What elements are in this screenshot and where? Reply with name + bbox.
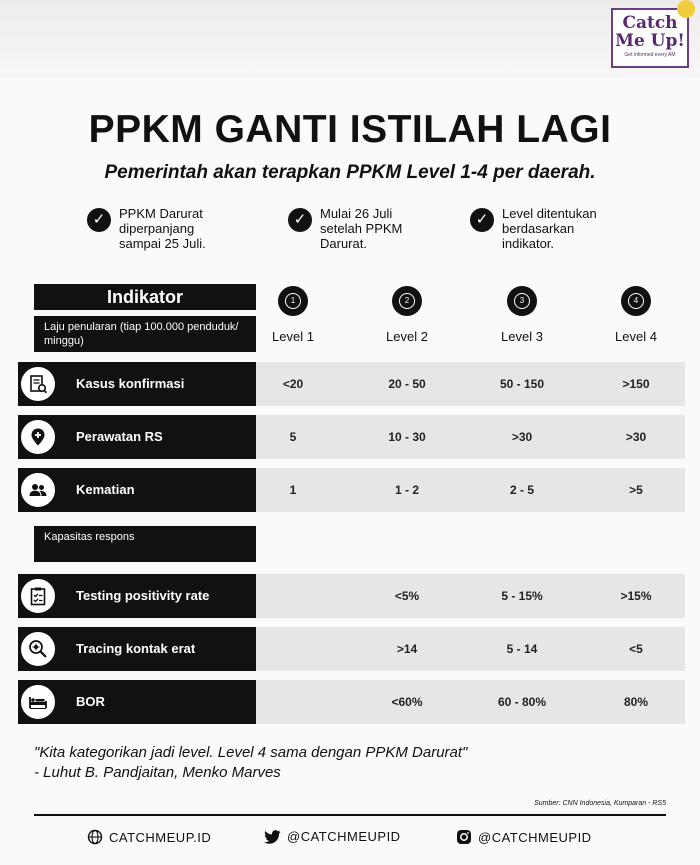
footer-twitter[interactable]: [264, 829, 401, 844]
hospital-bed-icon: [20, 684, 56, 720]
clipboard-icon: [20, 578, 56, 614]
checkmark-icon: ✓: [288, 208, 312, 232]
table-row: [18, 468, 685, 512]
table-row: [18, 627, 685, 671]
cell-level-1: <20: [282, 377, 304, 391]
instagram-icon: [456, 829, 472, 845]
check-text-2: Mulai 26 Juli setelah PPKM Darurat.: [320, 206, 403, 251]
document-magnifier-icon: [20, 366, 56, 402]
table-row: [18, 574, 685, 618]
people-icon: [20, 472, 56, 508]
check-text-1: PPKM Darurat diperpanjang sampai 25 Juli.: [119, 206, 206, 251]
check-item-3: [470, 206, 622, 251]
logo-dot: [677, 0, 695, 18]
brand-logo: [611, 8, 689, 68]
page-title: PPKM GANTI ISTILAH LAGI: [88, 108, 612, 151]
indikator-header: Indikator: [34, 284, 256, 310]
level-label-4: Level 4: [615, 329, 657, 344]
level-label-1: Level 1: [272, 329, 314, 344]
cell-level-3: 2 - 5: [509, 483, 534, 497]
row-label: Kasus konfirmasi: [76, 376, 185, 391]
cell-level-4: 80%: [623, 695, 649, 709]
magnifier-virus-icon: [20, 631, 56, 667]
level-label-2: Level 2: [386, 329, 428, 344]
cell-level-2: 20 - 50: [388, 377, 426, 391]
table-row: [18, 680, 685, 724]
footer-instagram[interactable]: [456, 829, 592, 845]
cell-level-3: 60 - 80%: [497, 695, 547, 709]
twitter-bird-icon: [264, 830, 281, 844]
check-item-1: [87, 206, 239, 251]
cell-level-2: >14: [396, 642, 418, 656]
instagram-handle[interactable]: @CATCHMEUPID: [478, 829, 592, 845]
checkmark-icon: ✓: [470, 208, 494, 232]
cell-level-4: >150: [622, 377, 650, 391]
cell-level-3: >30: [511, 430, 533, 444]
cell-level-4: >5: [629, 483, 643, 497]
cell-level-4: >15%: [620, 589, 652, 603]
cell-level-1: 5: [289, 430, 297, 444]
header-band: [0, 0, 700, 78]
level-number-2: 2: [392, 286, 422, 316]
cell-level-2: <5%: [394, 589, 420, 603]
check-item-2: [288, 206, 440, 251]
cell-level-4: >30: [625, 430, 647, 444]
cell-level-3: 5 - 15%: [501, 589, 543, 603]
footer-website[interactable]: [87, 829, 211, 845]
level-label-3: Level 3: [501, 329, 543, 344]
check-text-3: Level ditentukan berdasarkan indikator.: [502, 206, 597, 251]
section-kapasitas-respons: Kapasitas respons: [34, 526, 256, 562]
level-number-4: 4: [621, 286, 651, 316]
checkmark-icon: ✓: [87, 208, 111, 232]
page-subtitle: Pemerintah akan terapkan PPKM Level 1-4 per daerah.: [104, 162, 596, 183]
logo-name-line2: Me Up!: [615, 31, 685, 51]
table-row: [18, 362, 685, 406]
section-laju-penularan: Laju penularan (tiap 100.000 penduduk/ minggu): [34, 316, 256, 352]
website-text[interactable]: CATCHMEUP.ID: [109, 829, 212, 845]
row-label: Kematian: [76, 482, 135, 497]
row-label: Perawatan RS: [76, 429, 163, 444]
row-label: Tracing kontak erat: [76, 641, 196, 656]
cell-level-1: [243, 680, 343, 724]
divider: [34, 814, 666, 816]
row-label: BOR: [76, 694, 105, 709]
globe-icon: [87, 829, 103, 845]
table-row: [18, 415, 685, 459]
level-number-3: 3: [507, 286, 537, 316]
cell-level-1: [243, 574, 343, 618]
quote: "Kita kategorikan jadi level. Level 4 sama dengan PPKM Darurat" - Luhut B. Pandjaitan, Menko Marves: [34, 744, 468, 781]
location-pin-plus-icon: [20, 419, 56, 455]
logo-name-line1: Catch: [622, 13, 678, 33]
logo-tagline: Get informed every AM: [624, 52, 676, 58]
cell-level-2: 10 - 30: [388, 430, 426, 444]
cell-level-1: 1: [289, 483, 297, 497]
cell-level-2: 1 - 2: [394, 483, 419, 497]
cell-level-4: <5: [629, 642, 643, 656]
row-label: Testing positivity rate: [76, 588, 210, 603]
twitter-handle[interactable]: @CATCHMEUPID: [287, 829, 401, 844]
source-note: Sumber: CNN Indonesia, Kumparan - RS5: [534, 800, 666, 807]
cell-level-3: 50 - 150: [499, 377, 545, 391]
cell-level-3: 5 - 14: [506, 642, 538, 656]
level-number-1: 1: [278, 286, 308, 316]
cell-level-1: [243, 627, 343, 671]
cell-level-2: <60%: [391, 695, 423, 709]
